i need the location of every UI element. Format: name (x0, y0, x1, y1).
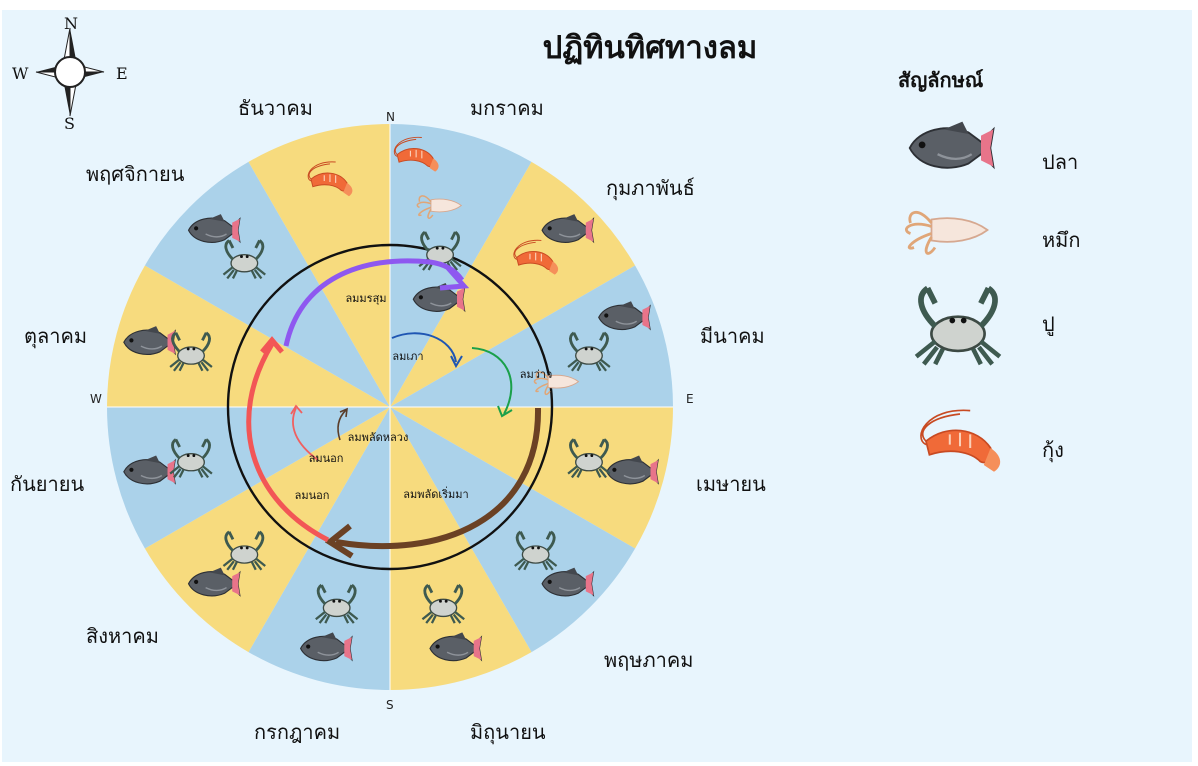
month-label-jun: มิถุนายน (470, 720, 546, 744)
crab-icon (916, 288, 1000, 364)
legend-label-crab: ปู (1042, 312, 1055, 336)
wind-label-nok-inner: ลมนอก (308, 452, 344, 465)
page-title: ปฏิทินทิศทางลม (542, 30, 758, 66)
month-label-may: พฤษภาคม (604, 648, 694, 672)
legend-icons (906, 122, 1000, 472)
wind-label-nok-outer: ลมนอก (294, 489, 330, 502)
wheel-e-label: E (686, 392, 694, 406)
compass-n-label: N (64, 14, 78, 33)
legend-label-shrimp: กุ้ง (1042, 438, 1064, 462)
month-label-jan: มกราคม (470, 96, 544, 120)
wind-label-monsoon: ลมมรสุม (345, 292, 387, 305)
wind-label-phlat-luang: ลมพลัดหลวง (347, 431, 409, 444)
month-label-nov: พฤศจิกายน (86, 162, 185, 186)
wheel-w-label: W (90, 392, 102, 406)
month-label-apr: เมษายน (696, 472, 766, 496)
month-label-mar: มีนาคม (700, 324, 765, 348)
legend-title: สัญลักษณ์ (898, 68, 984, 92)
legend-label-squid: หมึก (1042, 228, 1081, 252)
compass-s-label: S (64, 114, 75, 133)
month-label-oct: ตุลาคม (24, 324, 88, 348)
compass-rose-icon (36, 28, 104, 116)
month-label-feb: กุมภาพันธ์ (606, 176, 695, 200)
wind-label-phao: ลมเภา (392, 350, 424, 363)
month-label-dec: ธันวาคม (238, 96, 313, 120)
legend-label-fish: ปลา (1042, 150, 1079, 174)
compass-w-label: W (12, 64, 29, 83)
wind-label-phlat-roem-ma: ลมพลัดเริ่มมา (403, 488, 469, 501)
squid-icon (906, 212, 987, 253)
month-label-aug: สิงหาคม (86, 624, 159, 648)
wheel-s-label: S (386, 698, 394, 712)
wind-label-wow: ลมว่าว (519, 368, 553, 381)
month-label-jul: กรกฎาคม (254, 720, 341, 744)
month-sectors (107, 124, 673, 690)
wheel-n-label: N (386, 110, 395, 124)
compass-e-label: E (116, 64, 128, 83)
month-label-sep: กันยายน (10, 472, 85, 496)
shrimp-icon (921, 410, 1000, 471)
fish-icon (910, 122, 994, 168)
